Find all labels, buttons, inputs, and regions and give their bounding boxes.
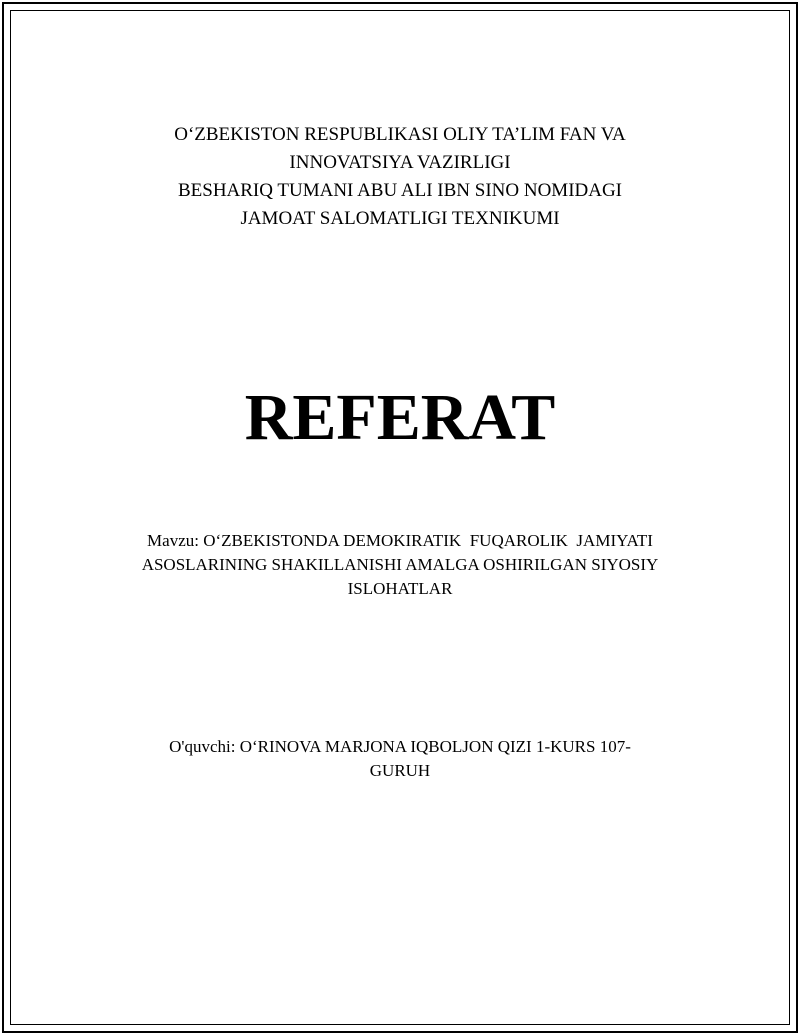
student-line: O'quvchi: O‘RINOVA MARJONA IQBOLJON QIZI 1-KURS 107- [169,737,631,756]
header-line: JAMOAT SALOMATLIGI TEXNIKUMI [240,208,560,229]
topic-line: ISLOHATLAR [347,579,453,598]
topic-block [60,529,740,601]
topic-line: ASOSLARINING SHAKILLANISHI AMALGA OSHIRILGAN SIYOSIY [141,555,659,574]
document-title: REFERAT [244,381,556,454]
topic-line: Mavzu: O‘ZBEKISTONDA DEMOKIRATIK FUQAROLIK JAMIYATI [147,531,653,550]
header-line: O‘ZBEKISTON RESPUBLIKASI OLIY TA’LIM FAN VA [174,124,626,145]
student-line: GURUH [369,761,431,780]
student-block [60,735,740,783]
institution-header [60,121,740,233]
header-line: INNOVATSIYA VAZIRLIGI [289,152,511,173]
header-line: BESHARIQ TUMANI ABU ALI IBN SINO NOMIDAGI [177,180,623,201]
